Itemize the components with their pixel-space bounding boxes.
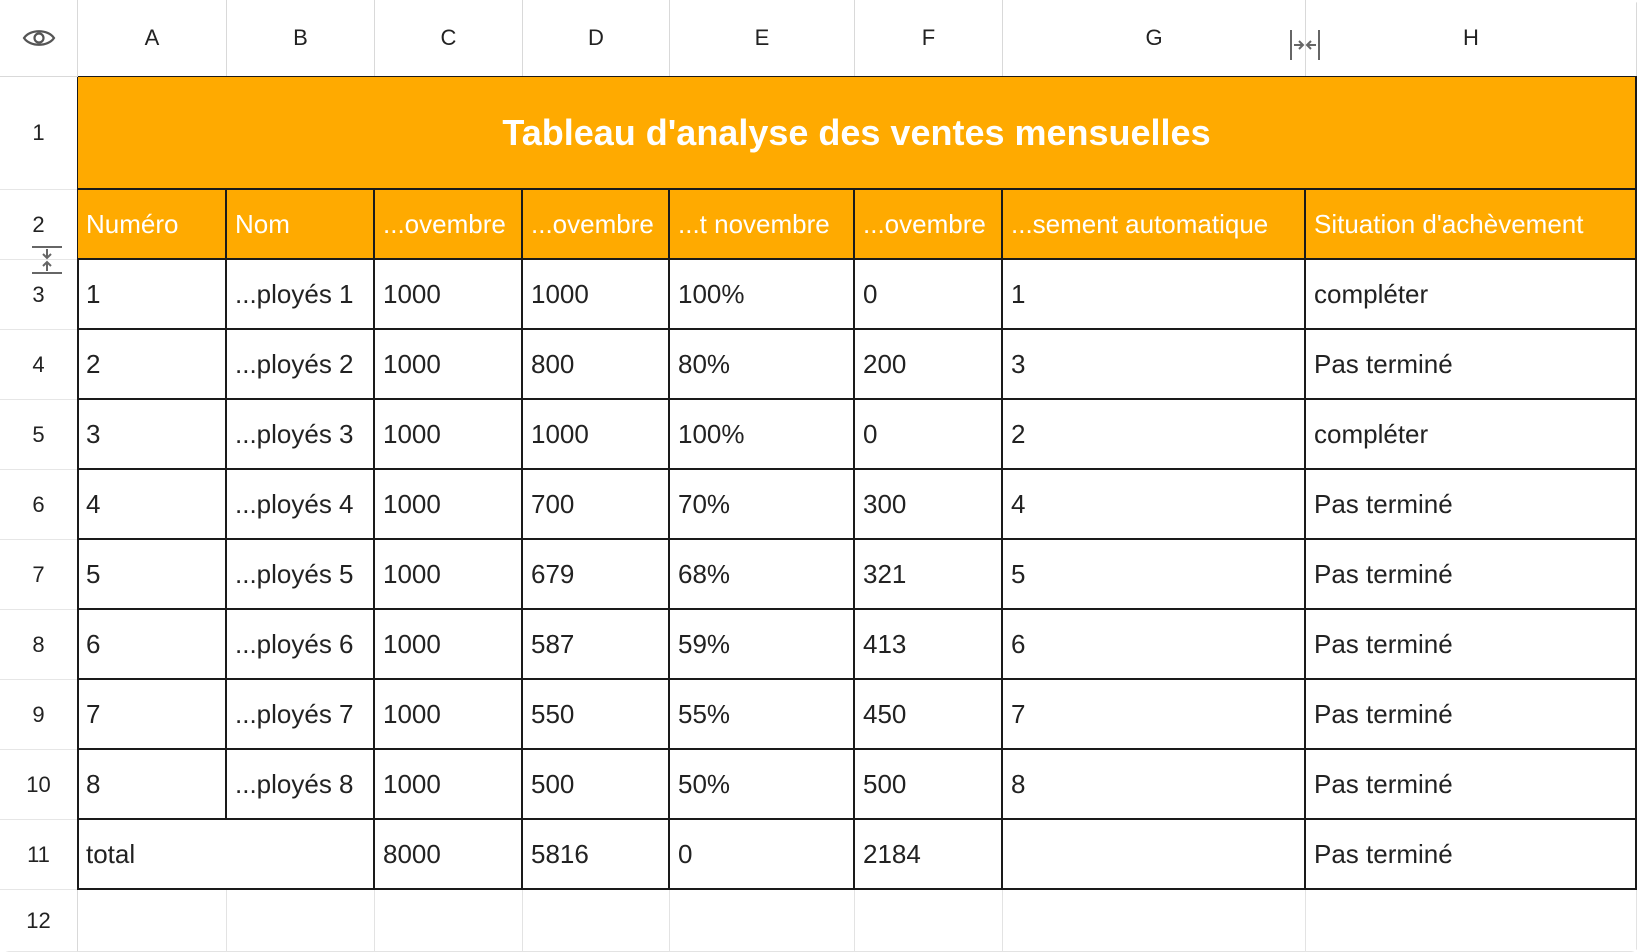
table-cell[interactable]: 1000	[375, 540, 523, 610]
table-cell[interactable]: 0	[855, 400, 1003, 470]
table-cell[interactable]: 450	[855, 680, 1003, 750]
table-cell[interactable]: 1000	[375, 750, 523, 820]
column-header-f[interactable]: F	[855, 0, 1003, 77]
column-header-b[interactable]: B	[227, 0, 375, 77]
table-cell[interactable]: ...ployés 5	[227, 540, 375, 610]
column-header-h[interactable]: H	[1306, 0, 1637, 77]
header-cell-b[interactable]: Nom	[227, 190, 375, 260]
header-cell-g[interactable]: ...sement automatique	[1003, 190, 1306, 260]
eye-icon	[22, 27, 56, 49]
table-cell[interactable]: 3	[78, 400, 227, 470]
table-cell[interactable]: compléter	[1306, 400, 1637, 470]
header-cell-d[interactable]: ...ovembre	[523, 190, 670, 260]
table-cell[interactable]: 1000	[375, 470, 523, 540]
row-header-11[interactable]: 11	[0, 820, 78, 890]
visibility-toggle[interactable]	[0, 0, 78, 77]
row-header-8[interactable]: 8	[0, 610, 78, 680]
row-header-5[interactable]: 5	[0, 400, 78, 470]
table-cell[interactable]: 413	[855, 610, 1003, 680]
table-cell[interactable]: ...ployés 7	[227, 680, 375, 750]
total-cell[interactable]: 8000	[375, 820, 523, 890]
row-header-1[interactable]: 1	[0, 77, 78, 190]
table-cell[interactable]: 50%	[670, 750, 855, 820]
empty-cell[interactable]	[670, 890, 855, 952]
table-cell[interactable]: ...ployés 3	[227, 400, 375, 470]
column-header-e[interactable]: E	[670, 0, 855, 77]
table-cell[interactable]: 100%	[670, 400, 855, 470]
table-cell[interactable]: 5	[78, 540, 227, 610]
header-cell-a[interactable]: Numéro	[78, 190, 227, 260]
table-cell[interactable]: 1000	[375, 680, 523, 750]
table-cell[interactable]: 300	[855, 470, 1003, 540]
row-resize-icon[interactable]	[30, 243, 64, 277]
column-header-c[interactable]: C	[375, 0, 523, 77]
table-cell[interactable]: 7	[1003, 680, 1306, 750]
empty-cell[interactable]	[78, 890, 227, 952]
table-cell[interactable]: ...ployés 8	[227, 750, 375, 820]
table-cell[interactable]: 1	[1003, 260, 1306, 330]
table-cell[interactable]: 2	[1003, 400, 1306, 470]
table-cell[interactable]: 68%	[670, 540, 855, 610]
table-cell[interactable]: 1	[78, 260, 227, 330]
table-cell[interactable]: 8	[1003, 750, 1306, 820]
empty-cell[interactable]	[1306, 890, 1637, 952]
row-header-7[interactable]: 7	[0, 540, 78, 610]
table-cell[interactable]: 59%	[670, 610, 855, 680]
sheet-title[interactable]: Tableau d'analyse des ventes mensuelles	[78, 77, 1637, 190]
table-cell[interactable]: 1000	[375, 610, 523, 680]
table-cell[interactable]: 550	[523, 680, 670, 750]
row-header-3[interactable]: 3	[0, 260, 78, 330]
total-cell[interactable]: 5816	[523, 820, 670, 890]
table-cell[interactable]: 587	[523, 610, 670, 680]
table-cell[interactable]: 1000	[375, 400, 523, 470]
table-cell[interactable]: 679	[523, 540, 670, 610]
table-cell[interactable]: 4	[78, 470, 227, 540]
table-cell[interactable]: 0	[855, 260, 1003, 330]
total-cell[interactable]: 2184	[855, 820, 1003, 890]
header-cell-c[interactable]: ...ovembre	[375, 190, 523, 260]
header-cell-e[interactable]: ...t novembre	[670, 190, 855, 260]
table-cell[interactable]: 1000	[375, 330, 523, 400]
column-header-bar	[0, 0, 1640, 77]
table-cell[interactable]: Pas terminé	[1306, 750, 1637, 820]
table-cell[interactable]: 3	[1003, 330, 1306, 400]
empty-cell[interactable]	[375, 890, 523, 952]
table-cell[interactable]: 7	[78, 680, 227, 750]
table-cell[interactable]: Pas terminé	[1306, 330, 1637, 400]
row-header-4[interactable]: 4	[0, 330, 78, 400]
table-cell[interactable]: compléter	[1306, 260, 1637, 330]
row-header-10[interactable]: 10	[0, 750, 78, 820]
column-resize-icon[interactable]	[1287, 28, 1323, 62]
table-cell[interactable]: ...ployés 4	[227, 470, 375, 540]
row-header-6[interactable]: 6	[0, 470, 78, 540]
table-cell[interactable]: Pas terminé	[1306, 680, 1637, 750]
empty-cell[interactable]	[227, 890, 375, 952]
table-cell[interactable]: 500	[523, 750, 670, 820]
empty-cell[interactable]	[523, 890, 670, 952]
table-cell[interactable]: 80%	[670, 330, 855, 400]
empty-cell[interactable]	[1003, 890, 1306, 952]
table-cell[interactable]: 70%	[670, 470, 855, 540]
table-cell[interactable]: 2	[78, 330, 227, 400]
table-cell[interactable]: 321	[855, 540, 1003, 610]
table-cell[interactable]: Pas terminé	[1306, 540, 1637, 610]
table-cell[interactable]: 200	[855, 330, 1003, 400]
table-cell[interactable]: 5	[1003, 540, 1306, 610]
table-cell[interactable]: 6	[78, 610, 227, 680]
row-header-2[interactable]: 2	[0, 190, 78, 260]
total-cell[interactable]	[1003, 820, 1306, 890]
total-cell[interactable]: Pas terminé	[1306, 820, 1637, 890]
header-cell-h[interactable]: Situation d'achèvement	[1306, 190, 1637, 260]
table-cell[interactable]: 6	[1003, 610, 1306, 680]
table-cell[interactable]: 700	[523, 470, 670, 540]
table-cell[interactable]: 1000	[523, 400, 670, 470]
table-cell[interactable]: ...ployés 6	[227, 610, 375, 680]
row-header-12[interactable]: 12	[0, 890, 78, 952]
header-cell-f[interactable]: ...ovembre	[855, 190, 1003, 260]
table-cell[interactable]: 4	[1003, 470, 1306, 540]
column-header-g[interactable]: G	[1003, 0, 1306, 77]
total-label-cell[interactable]: total	[78, 820, 375, 890]
table-cell[interactable]: 100%	[670, 260, 855, 330]
table-cell[interactable]: ...ployés 2	[227, 330, 375, 400]
empty-cell[interactable]	[855, 890, 1003, 952]
table-cell[interactable]: 1000	[375, 260, 523, 330]
column-header-d[interactable]: D	[523, 0, 670, 77]
table-cell[interactable]: ...ployés 1	[227, 260, 375, 330]
table-cell[interactable]: Pas terminé	[1306, 610, 1637, 680]
row-header-9[interactable]: 9	[0, 680, 78, 750]
table-cell[interactable]: 800	[523, 330, 670, 400]
table-cell[interactable]: 500	[855, 750, 1003, 820]
column-header-a[interactable]: A	[78, 0, 227, 77]
table-cell[interactable]: 8	[78, 750, 227, 820]
table-cell[interactable]: Pas terminé	[1306, 470, 1637, 540]
table-cell[interactable]: 1000	[523, 260, 670, 330]
table-cell[interactable]: 55%	[670, 680, 855, 750]
total-cell[interactable]: 0	[670, 820, 855, 890]
